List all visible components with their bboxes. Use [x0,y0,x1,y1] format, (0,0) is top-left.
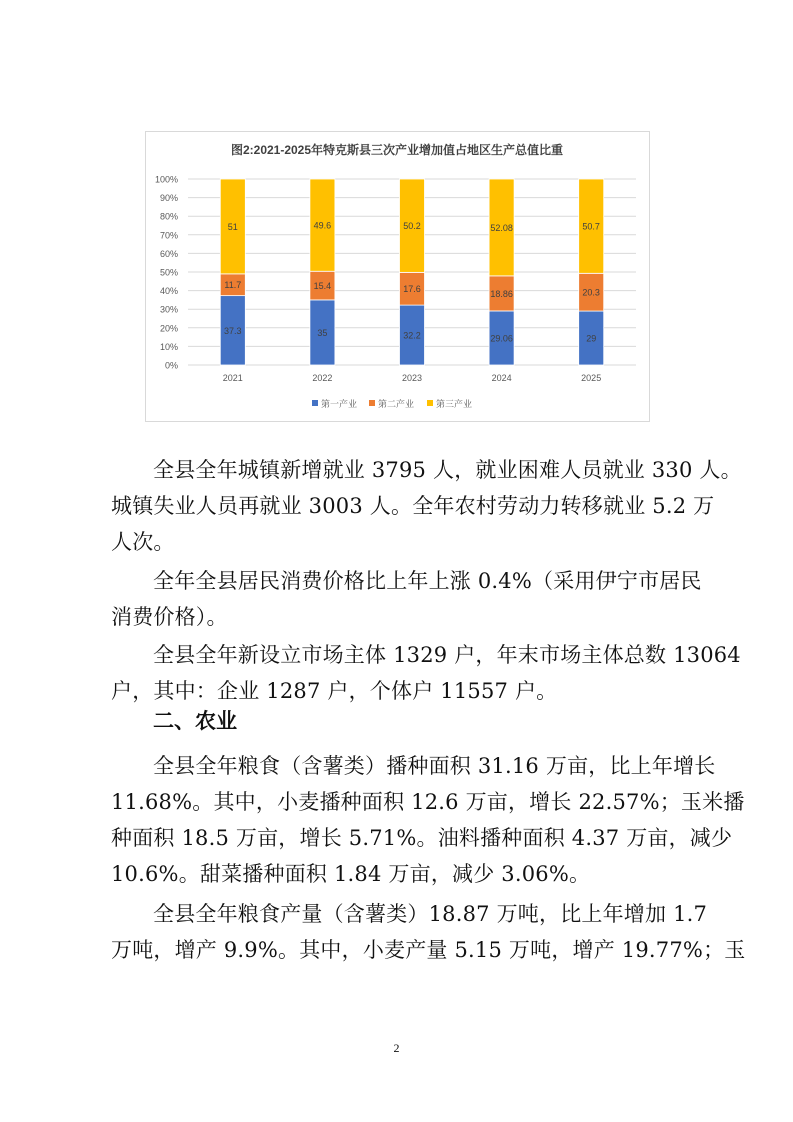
paragraph-market-entities [111,637,741,709]
chart-title: 图2:2021-2025年特克斯县三次产业增加值占地区生产总值比重 [230,143,564,157]
y-tick-label: 20% [159,323,178,334]
text-line: 11.68%。其中，小麦播种面积 12.6 万亩，增长 22.57%；玉米播 [111,790,745,814]
data-label: 50.7 [582,221,600,232]
data-label: 17.6 [403,284,421,295]
legend-swatch [312,400,318,406]
data-label: 15.4 [313,281,332,292]
legend-label: 第二产业 [378,399,415,409]
y-tick-label: 70% [159,230,178,241]
data-label: 35 [317,327,328,338]
legend-label: 第三产业 [436,399,473,409]
data-label: 52.08 [490,222,513,233]
paragraph-grain-output [111,896,746,968]
text-line: 全县全年城镇新增就业 3795 人，就业困难人员就业 330 人。 [153,458,742,482]
y-tick-label: 60% [159,248,178,259]
legend-label: 第一产业 [321,399,358,409]
text-line: 10.6%。甜菜播种面积 1.84 万亩，减少 3.06%。 [111,862,591,886]
text-line: 户，其中：企业 1287 户，个体户 11557 户。 [111,679,558,703]
y-tick-label: 10% [159,341,178,352]
text-line: 全县全年粮食（含薯类）播种面积 31.16 万亩，比上年增长 [153,754,716,778]
x-tick-label: 2021 [222,373,243,383]
x-tick-label: 2023 [401,373,423,383]
paragraph-employment [111,452,742,560]
data-label: 20.3 [582,287,600,298]
text-line: 消费价格）。 [111,605,228,629]
stacked-bar-chart [146,132,649,421]
y-tick-label: 50% [159,267,178,278]
text-line: 全县全年粮食产量（含薯类）18.87 万吨，比上年增加 1.7 [153,902,708,926]
y-tick-label: 100% [154,174,178,185]
data-label: 18.86 [490,288,513,299]
data-label: 11.7 [224,280,242,291]
y-tick-label: 0% [164,360,178,371]
data-label: 49.6 [313,220,332,231]
text-line: 种面积 18.5 万亩，增长 5.71%。油料播种面积 4.37 万亩，减少 [111,826,733,850]
data-label: 29.06 [490,333,513,344]
data-label: 37.3 [224,325,242,336]
data-label: 50.2 [403,221,421,232]
data-label: 32.2 [403,330,421,341]
y-tick-label: 40% [159,286,178,297]
y-tick-label: 30% [159,304,178,315]
y-tick-label: 90% [159,193,178,204]
data-label: 51 [227,221,238,232]
text-line: 城镇失业人员再就业 3003 人。全年农村劳动力转移就业 5.2 万 [111,494,715,518]
text-line: 全年全县居民消费价格比上年上涨 0.4%（采用伊宁市居民 [153,569,702,593]
chart-container [145,131,650,422]
text-line: 全县全年新设立市场主体 1329 户，年末市场主体总数 13064 [153,643,741,667]
paragraph-sown-area [111,748,745,892]
legend-swatch [427,400,433,406]
data-label: 29 [586,333,597,344]
x-tick-label: 2024 [491,373,512,383]
text-line: 万吨，增产 9.9%。其中，小麦产量 5.15 万吨，增产 19.77%；玉 [111,938,746,962]
y-tick-label: 80% [159,211,178,222]
page-number: 2 [393,1041,400,1055]
section-heading-agriculture: 二、农业 [153,709,237,733]
x-tick-label: 2022 [312,373,333,383]
paragraph-cpi [111,563,702,635]
x-tick-label: 2025 [581,373,602,383]
legend-swatch [369,400,375,406]
text-line: 人次。 [111,530,175,554]
